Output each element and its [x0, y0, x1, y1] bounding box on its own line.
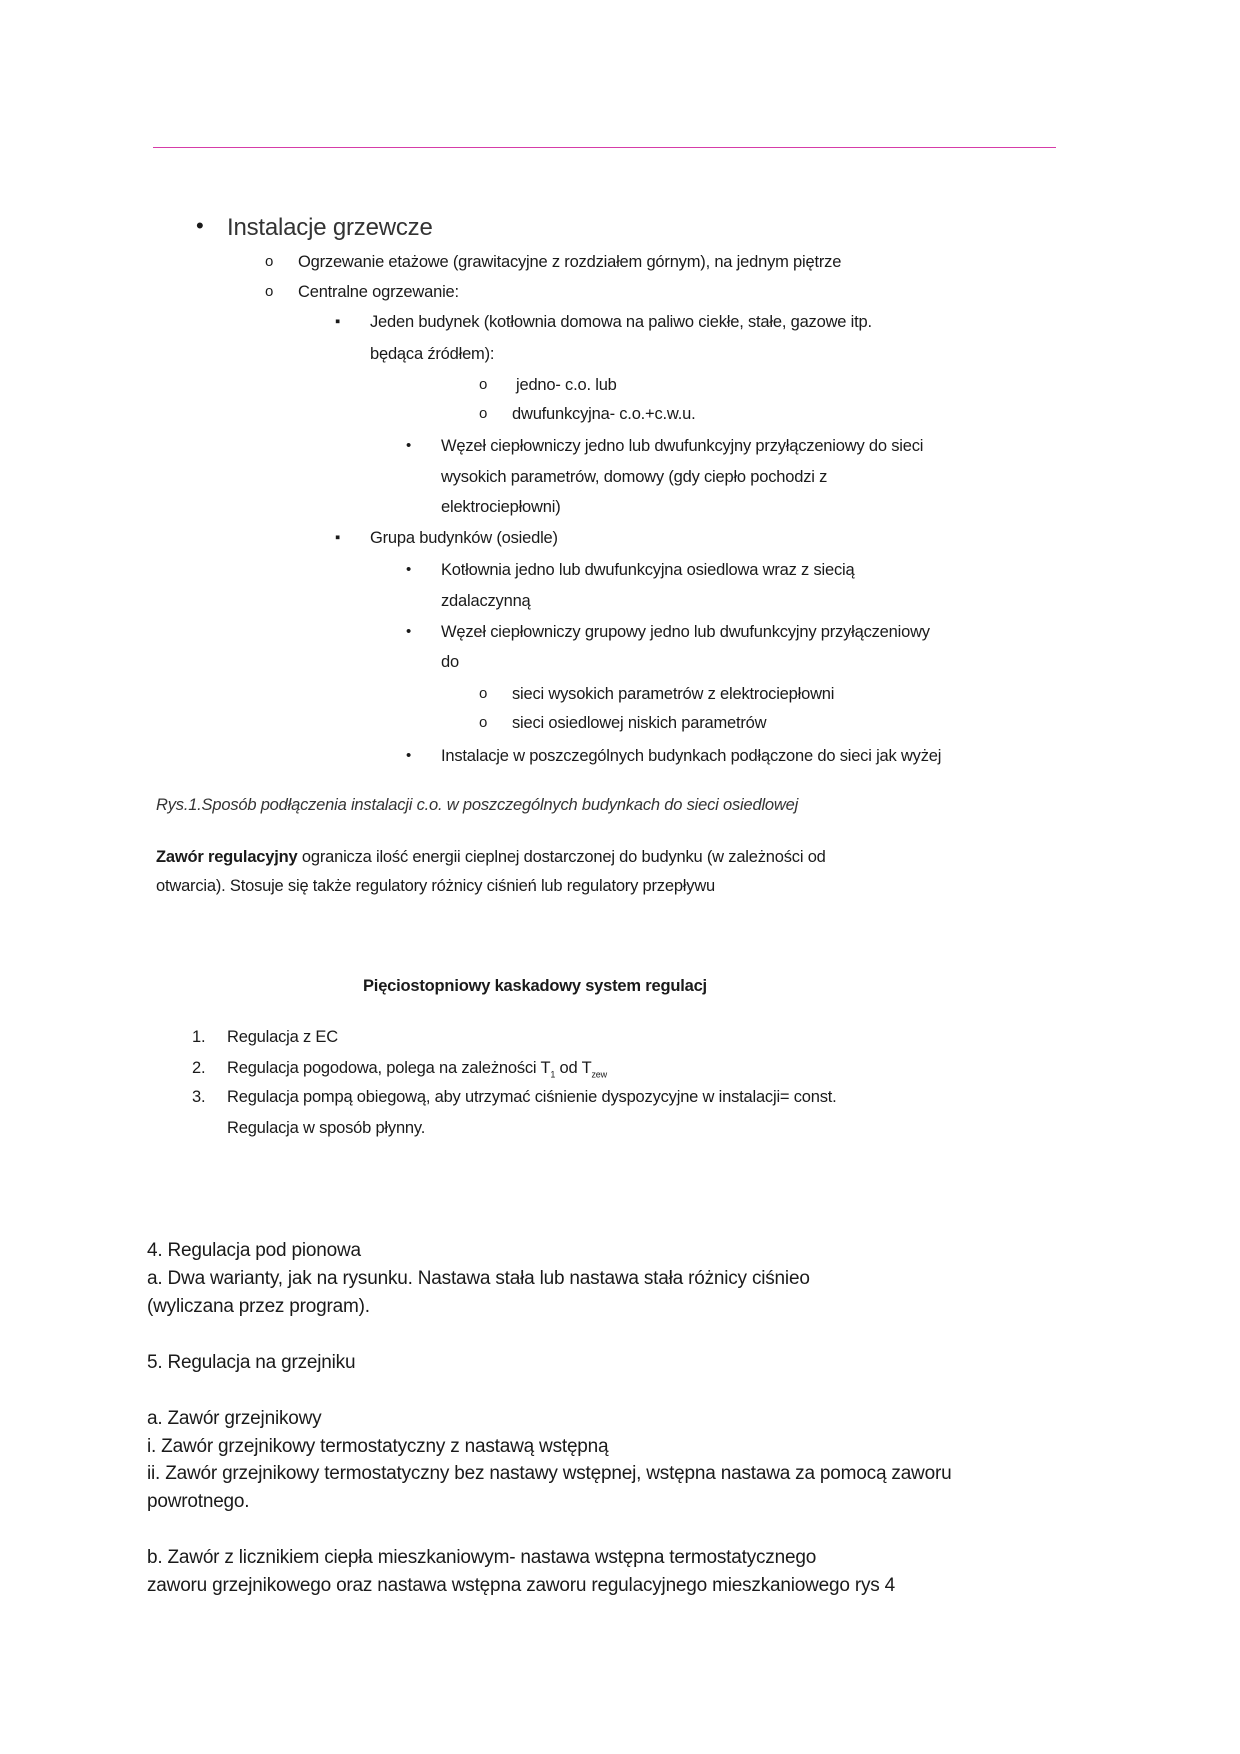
- bullet-circle-icon: o: [265, 283, 274, 300]
- list-item: Regulacja w sposób płynny.: [227, 1119, 426, 1137]
- valve-paragraph-line2: otwarcia). Stosuje się także regulatory różnicy ciśnień lub regulatory przepływu: [156, 877, 716, 895]
- figure-caption: Rys.1.Sposób podłączenia instalacji c.o. w poszczególnych budynkach do sieci osiedlowej: [156, 796, 799, 814]
- bullet-circle-icon: o: [479, 376, 488, 393]
- list-item: Instalacje w poszczególnych budynkach podłączone do sieci jak wyżej: [441, 747, 942, 765]
- list-number: 3.: [192, 1088, 206, 1106]
- valve-text: ogranicza ilość energii cieplnej dostarczonej do budynku (w zależności od: [297, 848, 826, 866]
- paragraph-line: b. Zawór z licznikiem ciepła mieszkaniowym- nastawa wstępna termostatycznego: [147, 1547, 817, 1568]
- paragraph-line: ii. Zawór grzejnikowy termostatyczny bez nastawy wstępnej, wstępna nastawa za pomocą zaworu: [147, 1463, 952, 1484]
- list-item: elektrociepłowni): [441, 498, 561, 516]
- list-item: sieci osiedlowej niskich parametrów: [512, 714, 767, 732]
- list-item: zdalaczynną: [441, 592, 531, 610]
- list-item: jedno- c.o. lub: [516, 376, 617, 394]
- subscript: 1: [550, 1069, 556, 1080]
- paragraph-line: (wyliczana przez program).: [147, 1296, 370, 1317]
- list-item: Kotłownia jedno lub dwufunkcyjna osiedlowa wraz z siecią: [441, 561, 855, 579]
- list-item: dwufunkcyjna- c.o.+c.w.u.: [512, 405, 696, 423]
- list-item: do: [441, 653, 459, 671]
- valve-paragraph: [156, 846, 826, 868]
- subscript: zew: [591, 1069, 607, 1080]
- list-item: wysokich parametrów, domowy (gdy ciepło pochodzi z: [441, 468, 828, 486]
- list-item: Ogrzewanie etażowe (grawitacyjne z rozdziałem górnym), na jednym piętrze: [298, 253, 842, 271]
- paragraph-line: a. Zawór grzejnikowy: [147, 1408, 322, 1429]
- bullet-circle-icon: o: [265, 253, 274, 270]
- bullet-square-icon: ▪: [335, 529, 341, 546]
- header-rule: [153, 147, 1056, 148]
- bullet-disc-icon: •: [406, 747, 412, 764]
- bullet-circle-icon: o: [479, 685, 488, 702]
- bullet-disc-icon: •: [406, 623, 412, 640]
- bullet-disc-icon: •: [196, 213, 204, 238]
- list-number: 1.: [192, 1028, 206, 1046]
- list-item: Centralne ogrzewanie:: [298, 283, 459, 301]
- section-title: Instalacje grzewcze: [227, 214, 433, 241]
- paragraph-line: a. Dwa warianty, jak na rysunku. Nastawa stała lub nastawa stała różnicy ciśnieo: [147, 1268, 810, 1289]
- list-item: Węzeł ciepłowniczy jedno lub dwufunkcyjny przyłączeniowy do sieci: [441, 437, 924, 455]
- cascade-heading: Pięciostopniowy kaskadowy system regulacj: [363, 977, 707, 995]
- paragraph-line: powrotnego.: [147, 1491, 250, 1512]
- list-item: Jeden budynek (kotłownia domowa na paliwo ciekłe, stałe, gazowe itp.: [370, 313, 872, 331]
- list-item: Węzeł ciepłowniczy grupowy jedno lub dwufunkcyjny przyłączeniowy: [441, 623, 930, 641]
- paragraph-line: i. Zawór grzejnikowy termostatyczny z nastawą wstępną: [147, 1436, 609, 1457]
- paragraph-line: 4. Regulacja pod pionowa: [147, 1240, 361, 1261]
- paragraph-line: 5. Regulacja na grzejniku: [147, 1352, 356, 1373]
- item-text: od T: [555, 1059, 592, 1077]
- bullet-square-icon: ▪: [335, 313, 341, 330]
- list-item: Grupa budynków (osiedle): [370, 529, 558, 547]
- list-number: 2.: [192, 1059, 206, 1077]
- list-item: Regulacja z EC: [227, 1028, 338, 1046]
- bullet-circle-icon: o: [479, 714, 488, 731]
- bullet-disc-icon: •: [406, 437, 412, 454]
- list-item: [227, 1057, 607, 1085]
- bullet-disc-icon: •: [406, 561, 412, 578]
- valve-term: Zawór regulacyjny: [156, 848, 298, 866]
- list-item: sieci wysokich parametrów z elektrociepłowni: [512, 685, 835, 703]
- list-item: Regulacja pompą obiegową, aby utrzymać ciśnienie dyspozycyjne w instalacji= const.: [227, 1088, 837, 1106]
- item-text: Regulacja pogodowa, polega na zależności T: [227, 1059, 551, 1077]
- bullet-circle-icon: o: [479, 405, 488, 422]
- paragraph-line: zaworu grzejnikowego oraz nastawa wstępna zaworu regulacyjnego mieszkaniowego rys 4: [147, 1575, 896, 1596]
- list-item: będąca źródłem):: [370, 345, 495, 363]
